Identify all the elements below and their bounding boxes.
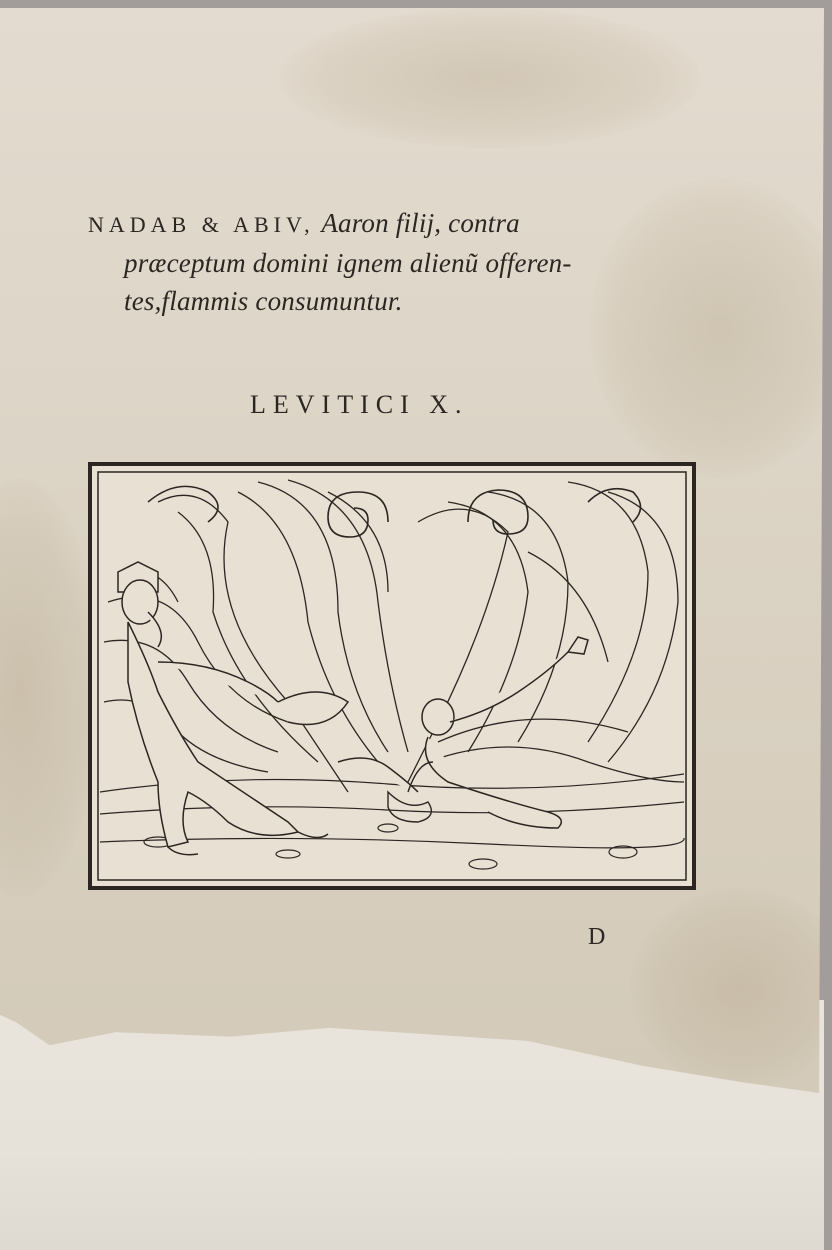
caption-line-1 — [88, 204, 728, 244]
caption-line-2: præceptum domini ignem alienũ offeren- — [124, 248, 572, 278]
water-stain — [280, 8, 700, 148]
woodcut-illustration — [88, 462, 696, 890]
caption-names: NADAB & ABIV, — [88, 212, 315, 237]
caption-line-3: tes,flammis consumuntur. — [124, 286, 403, 316]
signature-mark: D — [588, 924, 606, 950]
water-stain — [0, 478, 100, 898]
chapter-heading: LEVITICI X. — [250, 390, 469, 419]
water-stain — [630, 888, 832, 1088]
caption-text — [88, 204, 728, 320]
caption-line-1-rest: Aaron filij, contra — [321, 208, 520, 238]
